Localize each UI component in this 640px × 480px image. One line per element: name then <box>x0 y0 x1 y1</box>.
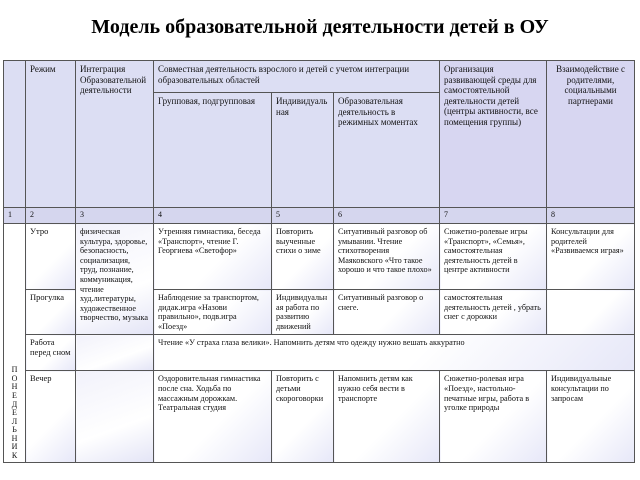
regime-evening: Вечер <box>26 371 76 463</box>
morning-group: Утренняя гимнастика, беседа «Транспорт», чтение Г. Георгиева «Светофор» <box>154 224 272 290</box>
walk-regime-moments: Ситуативный разговор о снеге. <box>334 290 440 335</box>
table-row-morning <box>4 224 635 290</box>
header-joint-activity: Совместная деятельность взрослого и детей с учетом интеграции образовательных областей <box>154 61 440 93</box>
weekday-letter: К <box>11 450 18 460</box>
regime-before-sleep: Работа перед сном <box>26 335 76 371</box>
walk-parents <box>547 290 635 335</box>
morning-environment: Сюжетно-ролевые игры «Транспорт», «Семья», самостоятельная деятельность детей в центре активности <box>440 224 547 290</box>
weekday-letter: Е <box>12 408 17 418</box>
header-group: Групповая, подгрупповая <box>154 93 272 208</box>
column-number: 8 <box>547 208 635 224</box>
weekday-letter: О <box>11 373 18 383</box>
morning-regime-moments: Ситуативный разговор об умывании. Чтение стихотворения Маяковского «Что такое хорошо и что такое плохо» <box>334 224 440 290</box>
evening-regime-moments: Напомнить детям как нужно себя вести в транспорте <box>334 371 440 463</box>
column-number: 7 <box>440 208 547 224</box>
walk-individual: Индивидуальная работа по развитию движений <box>272 290 334 335</box>
header-day-cell <box>4 61 26 208</box>
header-regime-moments: Образовательная деятельность в режимных моментах <box>334 93 440 208</box>
morning-parents: Консультации для родителей «Развиваемся играя» <box>547 224 635 290</box>
walk-group: Наблюдение за транспортом, дидак.игра «Назови правильно», подв.игра «Поезд» <box>154 290 272 335</box>
table-row-evening <box>4 371 635 463</box>
column-number: 5 <box>272 208 334 224</box>
page-title: Модель образовательной деятельности детей в ОУ <box>91 16 549 38</box>
weekday-letter: Н <box>11 382 18 392</box>
column-number: 3 <box>76 208 154 224</box>
header-parents: Взаимодействие с родителями, социальными партнерами <box>547 61 635 208</box>
evening-individual: Повторить с детьми скороговорки <box>272 371 334 463</box>
column-number: 6 <box>334 208 440 224</box>
header-regime: Режим <box>26 61 76 208</box>
header-row-1 <box>4 61 635 93</box>
header-integration: Интеграция Образовательной деятельности <box>76 61 154 208</box>
evening-parents: Индивидуальные консультации по запросам <box>547 371 635 463</box>
weekday-letter: Л <box>11 416 18 426</box>
column-number: 2 <box>26 208 76 224</box>
integration-empty-cell <box>76 335 154 371</box>
weekday-letter: Д <box>11 399 18 409</box>
morning-individual: Повторить выученные стихи о зиме <box>272 224 334 290</box>
evening-environment: Сюжетно-ролевая игра «Поезд», настольно-печатные игры, работа в уголке природы <box>440 371 547 463</box>
before-sleep-activity: Чтение «У страха глаза велики». Напомнить детям что одежду нужно вешать аккуратно <box>154 335 635 371</box>
weekday-cell <box>4 224 26 463</box>
header-environment: Организация развивающей среды для самостоятельной деятельности детей (центры активности, все помещения группы) <box>440 61 547 208</box>
integration-empty-cell <box>76 371 154 463</box>
weekday-letter: П <box>11 365 18 375</box>
header-individual: Индивидуальная <box>272 93 334 208</box>
integration-areas: физическая культура, здоровье, безопасность, социализация, труд, познание, коммуникация, чтение худ.литературы, художественное творчество, музыка <box>76 224 154 335</box>
weekday-letter: Ь <box>12 425 17 435</box>
weekday-letter: И <box>11 442 18 452</box>
table-row-before-sleep <box>4 335 635 371</box>
weekday-letter: Н <box>11 433 18 443</box>
column-number: 1 <box>4 208 26 224</box>
column-numbers-row <box>4 208 635 224</box>
activity-model-table <box>3 60 635 463</box>
walk-environment: самостоятельная деятельность детей , убрать снег с дорожки <box>440 290 547 335</box>
weekday-letter: Е <box>12 391 17 400</box>
regime-walk: Прогулка <box>26 290 76 335</box>
column-number: 4 <box>154 208 272 224</box>
evening-group: Оздоровительная гимнастика после сна. Ходьба по массажным дорожкам. Театральная студия <box>154 371 272 463</box>
regime-morning: Утро <box>26 224 76 290</box>
